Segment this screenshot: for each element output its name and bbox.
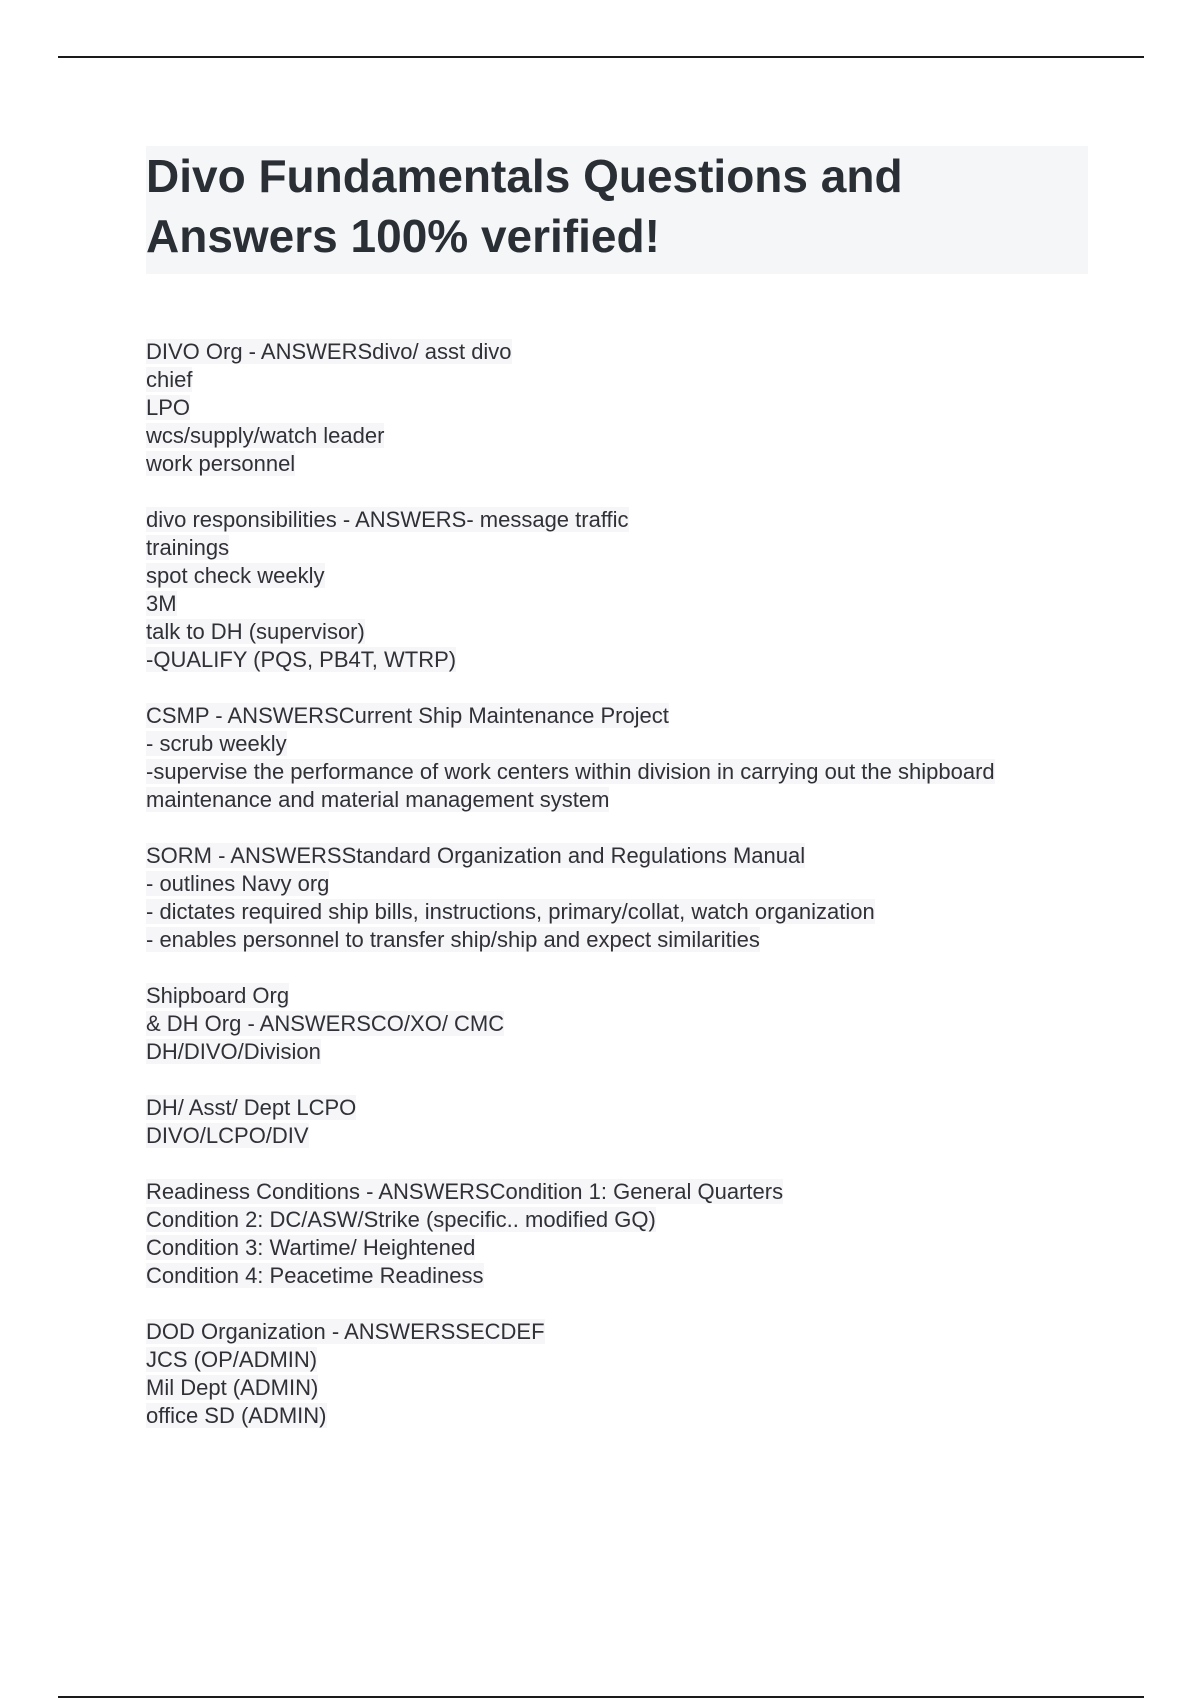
qa-entry <box>146 702 1106 814</box>
document-title: Divo Fundamentals Questions and Answers 100% verified! <box>146 150 903 262</box>
qa-line: DOD Organization - ANSWERSSECDEF <box>146 1319 545 1344</box>
bottom-rule <box>58 1696 1144 1698</box>
qa-line: LPO <box>146 395 191 420</box>
qa-line: CSMP - ANSWERSCurrent Ship Maintenance Project <box>146 703 669 728</box>
qa-line: JCS (OP/ADMIN) <box>146 1347 318 1372</box>
qa-line: office SD (ADMIN) <box>146 1403 327 1428</box>
qa-line: - dictates required ship bills, instructions, primary/collat, watch organization <box>146 899 875 924</box>
qa-line: Shipboard Org <box>146 983 290 1008</box>
qa-line: chief <box>146 367 193 392</box>
qa-line: - enables personnel to transfer ship/ship and expect similarities <box>146 927 760 952</box>
qa-line: divo responsibilities - ANSWERS- message traffic <box>146 507 629 532</box>
qa-line: Readiness Conditions - ANSWERSCondition 1: General Quarters <box>146 1179 784 1204</box>
qa-line: - outlines Navy org <box>146 871 330 896</box>
qa-line: maintenance and material management system <box>146 787 610 812</box>
title-block <box>146 146 1088 274</box>
qa-line: wcs/supply/watch leader <box>146 423 385 448</box>
qa-line: DH/DIVO/Division <box>146 1039 321 1064</box>
qa-line: work personnel <box>146 451 296 476</box>
qa-entry <box>146 1178 1106 1290</box>
qa-line: SORM - ANSWERSStandard Organization and Regulations Manual <box>146 843 806 868</box>
qa-line: Condition 3: Wartime/ Heightened <box>146 1235 476 1260</box>
qa-line: Mil Dept (ADMIN) <box>146 1375 319 1400</box>
qa-line: DIVO/LCPO/DIV <box>146 1123 309 1148</box>
qa-line: & DH Org - ANSWERSCO/XO/ CMC <box>146 1011 505 1036</box>
qa-line: spot check weekly <box>146 563 325 588</box>
qa-line: trainings <box>146 535 230 560</box>
top-rule <box>58 56 1144 58</box>
qa-entry <box>146 1318 1106 1430</box>
qa-line: 3M <box>146 591 177 616</box>
qa-content <box>146 338 1106 1458</box>
qa-entry <box>146 1094 1106 1150</box>
qa-entry <box>146 842 1106 954</box>
qa-line: Condition 4: Peacetime Readiness <box>146 1263 484 1288</box>
qa-line: DH/ Asst/ Dept LCPO <box>146 1095 357 1120</box>
qa-line: - scrub weekly <box>146 731 287 756</box>
qa-line: -QUALIFY (PQS, PB4T, WTRP) <box>146 647 457 672</box>
qa-line: talk to DH (supervisor) <box>146 619 365 644</box>
qa-line: Condition 2: DC/ASW/Strike (specific.. modified GQ) <box>146 1207 656 1232</box>
qa-entry <box>146 506 1106 674</box>
qa-entry <box>146 982 1106 1066</box>
qa-entry <box>146 338 1106 478</box>
qa-line: DIVO Org - ANSWERSdivo/ asst divo <box>146 339 512 364</box>
qa-line: -supervise the performance of work centers within division in carrying out the shipboard <box>146 759 995 784</box>
